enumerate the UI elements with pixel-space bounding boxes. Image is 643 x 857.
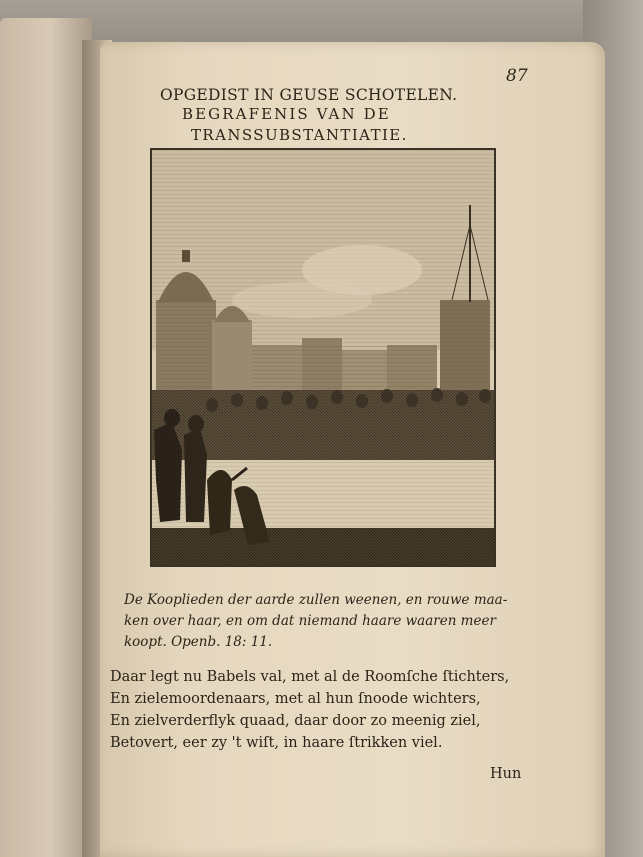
verse-line: En zielverderflyk quaad, daar door zo meenig ziel, — [110, 713, 481, 729]
caption-line: De Kooplieden der aarde zullen weenen, en rouwe maa- — [124, 592, 508, 608]
page-number: 87 — [506, 66, 528, 86]
catchword: Hun — [490, 766, 522, 782]
engraving-scene — [152, 150, 496, 567]
caption-line: koopt. Openb. 18: 11. — [124, 634, 273, 650]
verse-line: Daar legt nu Babels val, met al de Roomſche ſtichters, — [110, 669, 510, 685]
running-head: OPGEDIST IN GEUSE SCHOTELEN. — [160, 86, 458, 104]
verse-line: En zielemoordenaars, met al hun ſnoode wichters, — [110, 691, 481, 707]
left-page-edge — [0, 18, 92, 857]
title-line-1: BEGRAFENIS VAN DE — [182, 105, 391, 123]
caption-line: ken over haar, en om dat niemand haare waaren meer — [124, 613, 496, 629]
title-line-2: TRANSSUBSTANTIATIE. — [191, 126, 408, 144]
engraving-illustration — [150, 148, 496, 567]
verse-line: Betovert, eer zy 't wiſt, in haare ſtrikken viel. — [110, 735, 443, 751]
verse-text — [110, 666, 530, 754]
plate-caption — [124, 590, 544, 653]
